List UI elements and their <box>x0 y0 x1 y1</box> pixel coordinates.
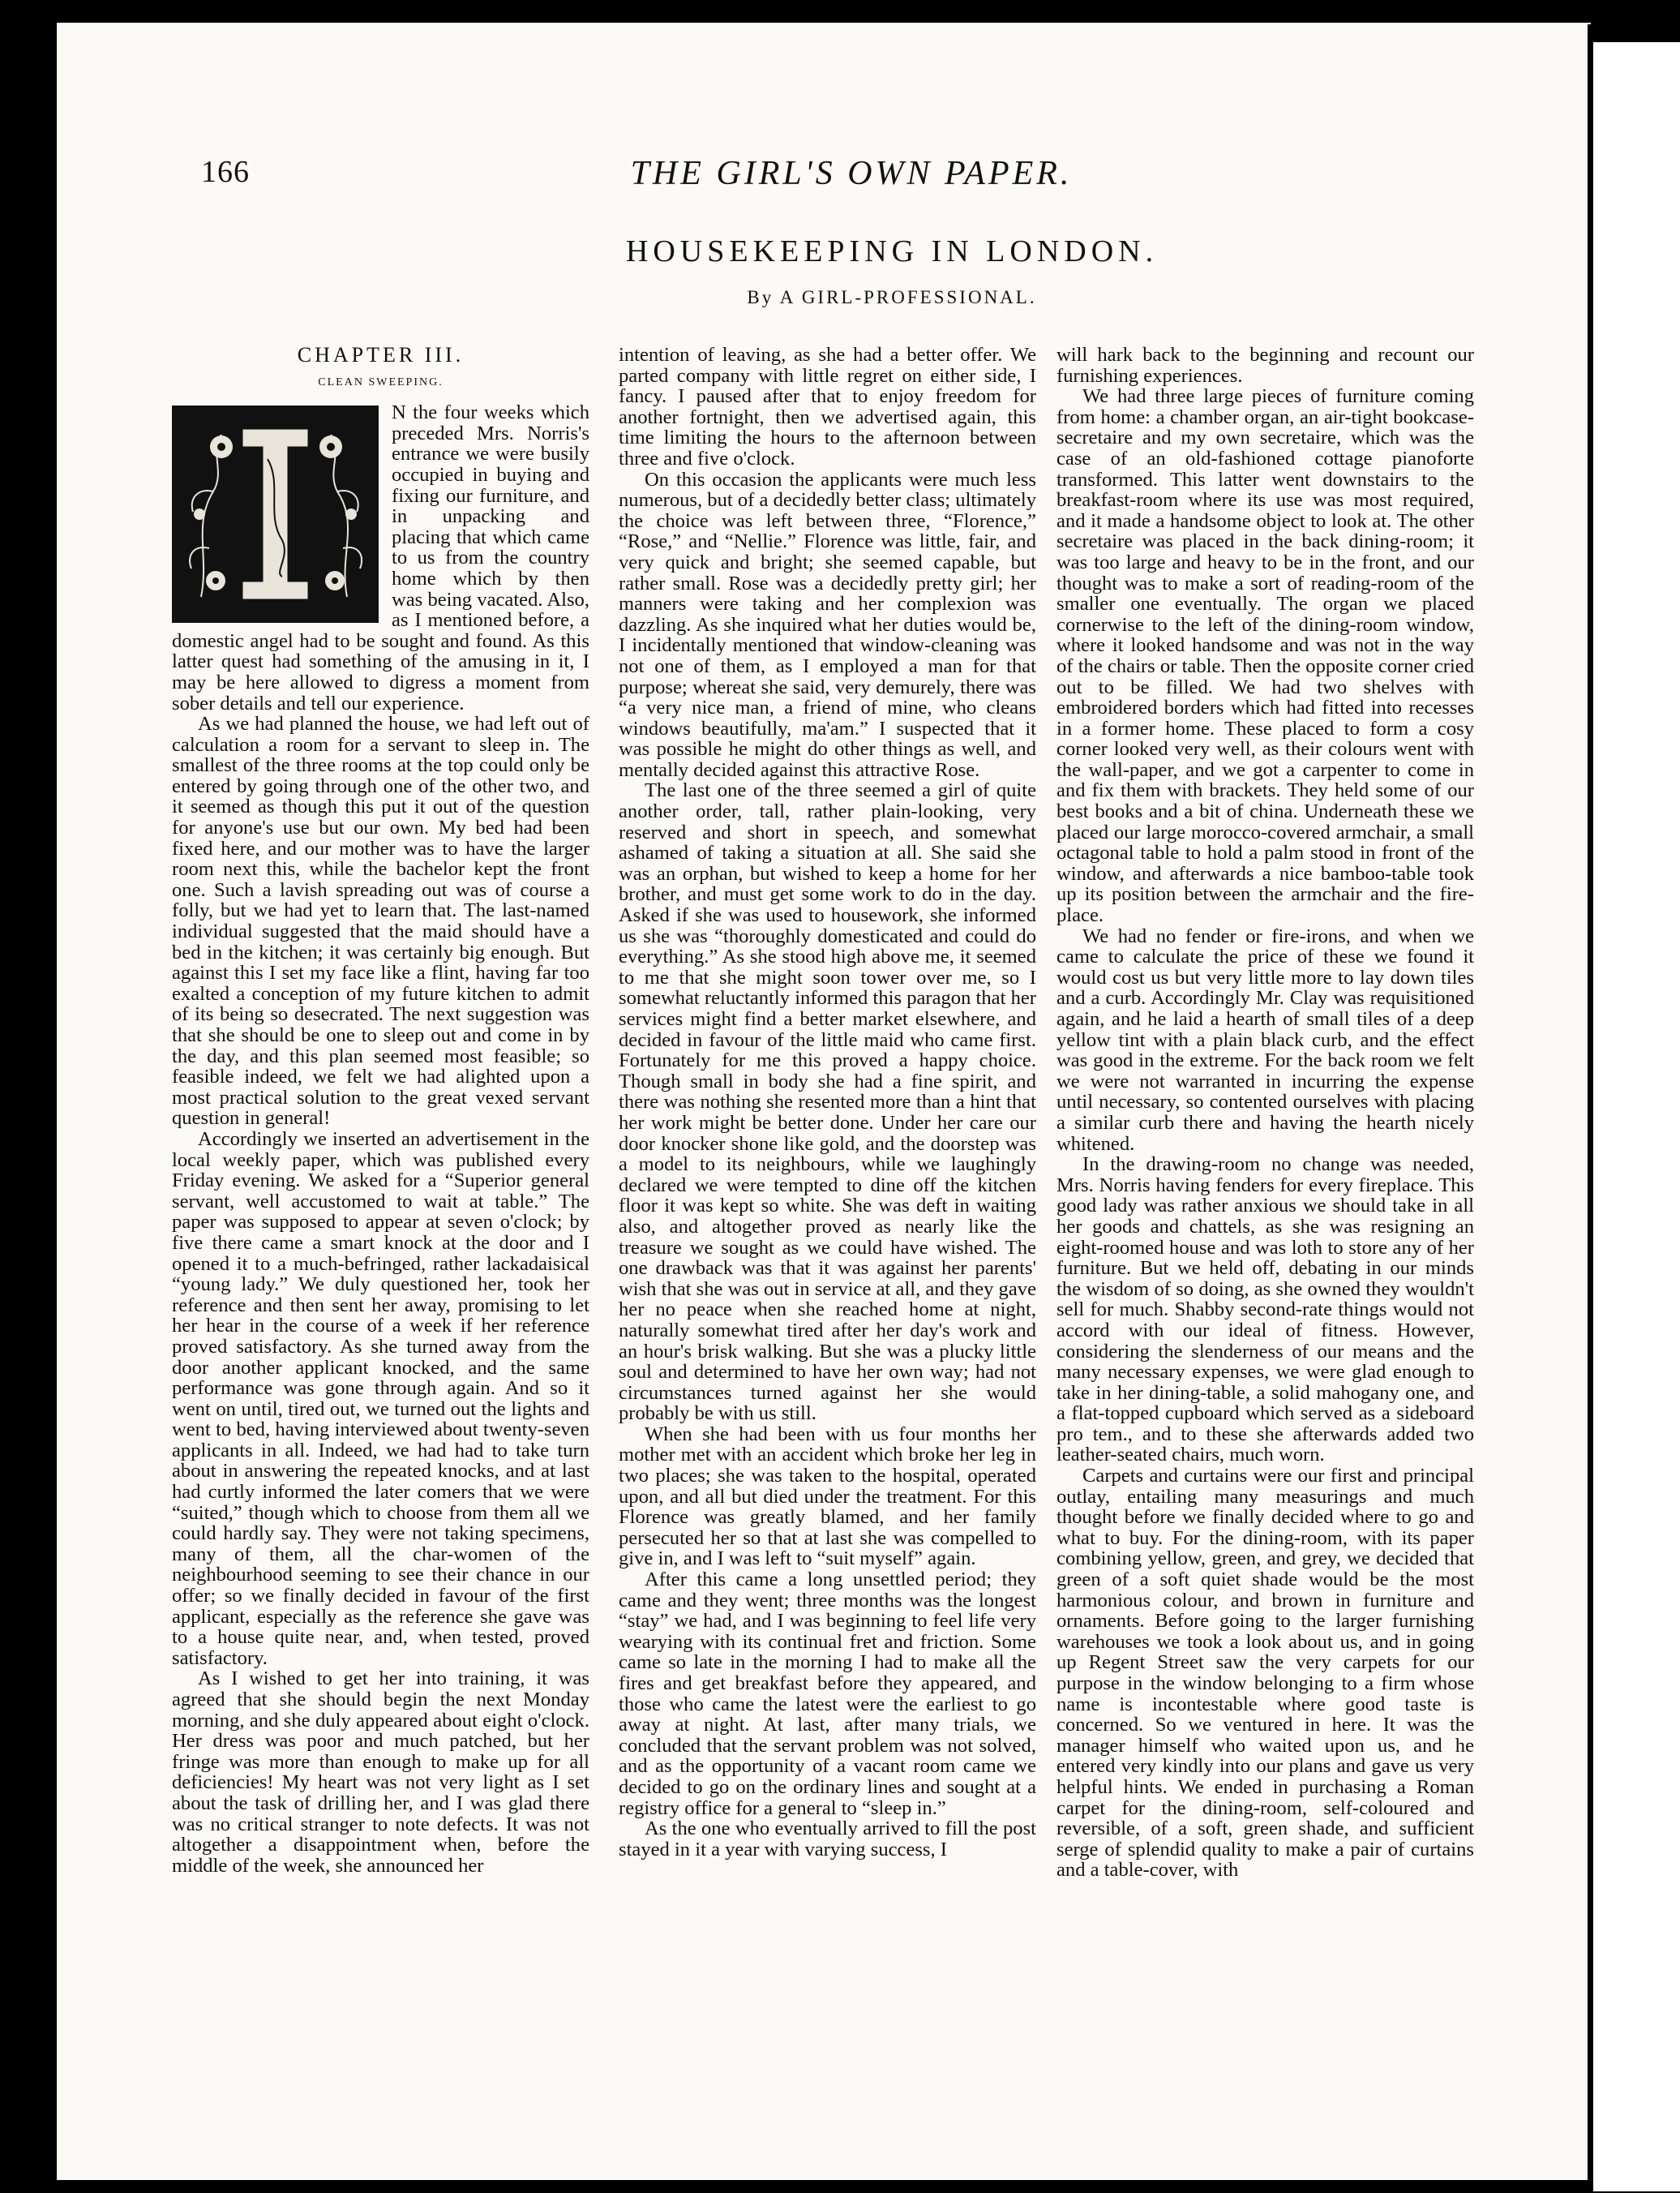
chapter-subtitle: CLEAN SWEEPING. <box>318 376 444 388</box>
text-column-1 <box>172 345 589 2072</box>
paragraph: Carpets and curtains were our first and principal outlay, entailing many measurings and much thought before we finally decided where to go and what to buy. For the dining-room, with its paper combining yellow, green, and grey, we decided that green of a soft quiet shade would be the most harmonious colour, and brown in furniture and ornaments. Before going to the larger furnishing warehouses we took a look about us, and in going up Regent Street saw the very carpets for our purpose in the window belonging to a firm whose name is incontestable where good taste is concerned. So we ventured in here. It was the manager himself who waited upon us, and he entered very kindly into our plans and gave us very helpful hints. We ended in purchasing a Roman carpet for the dining-room, self-coloured and reversible, of a soft, green shade, and sufficient serge of splendid quality to make a pair of curtains and a table-cover, with <box>1056 1465 1474 1882</box>
paragraph: We had no fender or fire-irons, and when we came to calculate the price of these we found it would cost us but very little more to lay down tiles and a curb. Accordingly Mr. Clay was requisitioned again, and he laid a hearth of small tiles of a deep yellow tint with a plain black curb, and the effect was good in the extreme. For the back room we felt we were not warranted in incurring the expense until necessary, so contented ourselves with placing a similar curb there and having the hearth nicely whitened. <box>1056 925 1474 1155</box>
paragraph: As the one who eventually arrived to fill the post stayed in it a year with varying success, I <box>619 1817 1036 1860</box>
paragraph: will hark back to the beginning and recount our furnishing experiences. <box>1056 345 1474 387</box>
paragraph: When she had been with us four months her mother met with an accident which broke her leg in two places; she was taken to the hospital, operated upon, and all but died under the treatment. For this Florence was greatly blamed, and her family persecuted her so that at last she was compelled to give in, and I was left to “suit myself” again. <box>619 1423 1036 1570</box>
text-column-2 <box>619 345 1036 2072</box>
chapter-title: CHAPTER III. <box>297 345 465 367</box>
paragraph: After this came a long unsettled period; they came and they went; three months was the longest “stay” we had, and I was beginning to feel life very wearying with its continual fret and friction. Some came so late in the morning I had to make all the fires and get breakfast before they appeared, and those who came the latest were the earliest to go away at night. At last, after many trials, we concluded that the servant problem was not solved, and as the opportunity of a vacant room came we decided to go on the ordinary lines and sought at a registry office for a general to “sleep in.” <box>619 1569 1036 1819</box>
paragraph: As I wished to get her into training, it was agreed that she should begin the next Monday morning, and she duly appeared about eight o'clock. Her dress was poor and much patched, but her fringe was more than enough to make up for all deficiencies! My heart was not very light as I set about the task of drilling her, and I was glad there was no critical stranger to note defects. It was not altogether a disappointment when, before the middle of the week, she announced her <box>172 1667 589 1877</box>
paragraph: We had three large pieces of furniture coming from home: a chamber organ, an air-tight bookcase-secretaire and my own secretaire, which was the case of an old-fashioned cottage pianoforte transformed. This latter went downstairs to the breakfast-room where its use was most required, and it made a handsome object to look at. The other secretaire was placed in the back dining-room; it was too large and heavy to be in the front, and our thought was to make a sort of reading-room of the smaller one eventually. The organ we placed cornerwise to the left of the dining-room window, where it looked handsome and was not in the way of the chairs or table. Then the opposite corner cried out to be filled. We had two shelves with embroidered borders which had fitted into recesses in a former home. These placed to form a cosy corner looked very well, as their colours went with the wall-paper, and we got a carpenter to come in and fix them with brackets. They held some of our best books and a bit of china. Underneath these we placed our large morocco-covered armchair, a small octagonal table to hold a palm stood in front of the window, and afterwards a nice bamboo-table took up its position between the armchair and the fire-place. <box>1056 385 1474 927</box>
byline: By A GIRL-PROFESSIONAL. <box>747 287 1037 307</box>
text-column-3 <box>1056 345 1474 2072</box>
paragraph: In the drawing-room no change was needed, Mrs. Norris having fenders for every fireplace. This good lady was rather anxious we should take in all her goods and chattels, as she was resigning an eight-roomed house and was loth to store any of her furniture. But we held off, debating in our minds the wisdom of so doing, as she owned they wouldn't sell for much. Shabby second-rate things would not accord with our ideal of fitness. However, considering the slenderness of our means and the many necessary expenses, we were glad enough to take in her dining-table, a solid mahogany one, and a flat-topped cupboard which served as a sideboard pro tem., and to these she afterwards added two leather-seated chairs, much worn. <box>1056 1153 1474 1466</box>
paragraph: As we had planned the house, we had left out of calculation a room for a servant to sleep in. The smallest of the three rooms at the top could only be entered by going through one of the other two, and it seemed as though this put it out of the question for anyone's use but our own. My bed had been fixed here, and our mother was to have the larger room next this, while the bachelor kept the front one. Such a lavish spreading out was of course a folly, but we had yet to learn that. The last-named individual suggested that the maid should have a bed in the kitchen; it was certainly big enough. But against this I set my face like a flint, having far too exalted a conception of my future kitchen to admit of its being so desecrated. The next suggestion was that she should be one to sleep out and come in by the day, and this plan seemed most feasible; so feasible indeed, we felt we had alighted upon a most practical solution to the great vexed servant question in general! <box>172 713 589 1130</box>
next-page-edge <box>1593 42 1680 2191</box>
running-head: THE GIRL'S OWN PAPER. <box>630 155 1073 192</box>
article-title: HOUSEKEEPING IN LONDON. <box>625 234 1159 268</box>
paragraph: intention of leaving, as she had a better offer. We parted company with little regret on either side, I fancy. I paused after that to enjoy freedom for another fortnight, then we advertised again, this time limiting the hours to the afternoon between three and five o'clock. <box>619 345 1036 470</box>
paragraph: Accordingly we inserted an advertisement in the local weekly paper, which was published every Friday evening. We asked for a “Superior general servant, well accustomed to wait at table.” The paper was supposed to appear at seven o'clock; by five there came a smart knock at the door and I opened it to a much-befringed, rather lackadaisical “young lady.” We duly questioned her, took her reference and then sent her away, promising to let her hear in the course of a week if her reference proved satisfactory. As she turned away from the door another applicant knocked, and the same performance was gone through again. And so it went on until, tired out, we turned out the lights and went to bed, having interviewed about twenty-seven applicants in all. Indeed, we had had to take turn about in answering the repeated knocks, and at last had curtly informed the later comers that we were “suited,” though which to choose from them all we could hardly say. They were not taking specimens, many of them, all the char-women of the neighbourhood seeming to see their chance in our offer; so we finally decided in favour of the first applicant, especially as the reference she gave was to a house quite near, and, when tested, proved satisfactory. <box>172 1127 589 1669</box>
paragraph: The last one of the three seemed a girl of quite another order, tall, rather plain-looking, very reserved and short in speech, and somewhat ashamed of taking a situation at all. She said she was an orphan, but wished to keep a home for her brother, and must get some work to do in the day. Asked if she was used to housework, she informed us she was “thoroughly domesticated and could do everything.” As she stood high above me, it seemed to me that she might soon tower over me, so I somewhat reluctantly informed this paragon that her services might find a better market elsewhere, and decided in favour of the little maid who came first. Fortunately for me this proved a happy choice. Though small in body she had a fine spirit, and there was nothing she resented more than a hint that her work might be better done. Under her care our door knocker shone like gold, and the doorstep was a model to its neighbours, while we laughingly declared we were tempted to dine off the kitchen floor it was kept so white. She was deft in waiting also, and altogether proved as nearly like the treasure we sought as we could have wished. The one drawback was that it was against her parents' wish that she was out in service at all, and they gave her no peace when she reached home at night, naturally somewhat tired after her day's work and an hour's brisk walking. But she was a plucky little soul and determined to have her own way; had not circumstances turned against her she would probably be with us still. <box>619 779 1036 1425</box>
paragraph: On this occasion the applicants were much less numerous, but of a decidedly better class; ultimately the choice was left between three, “Florence,” “Rose,” and “Nellie.” Florence was little, fair, and very quick and bright; she seemed capable, but rather small. Rose was a decidedly pretty girl; her manners were taking and her complexion was dazzling. As she inquired what her duties would be, I incidentally mentioned that window-cleaning was not one of them, as I employed a man for that purpose; whereat she said, very demurely, there was “a very nice man, a friend of mine, who cleans windows beautifully, ma'am.” I suspected that it was possible he might do other things as well, and mentally decided against this attractive Rose. <box>619 468 1036 781</box>
paragraph: N the four weeks which preceded Mrs. Norris's entrance we were busily occupied in buying and fixing our furniture, and in unpacking and placing that which came to us from the country home which by then was being vacated. Also, as I mentioned before, a domestic angel had to be sought and found. As this latter quest had something of the amusing in it, I may be here allowed to digress a moment from sober details and tell our experience. <box>172 401 589 715</box>
page-edge-shadow <box>1588 24 1593 2182</box>
ornamental-dropcap-letter <box>172 406 379 623</box>
page-number: 166 <box>201 155 250 189</box>
floral-ornament-icon <box>177 410 374 618</box>
